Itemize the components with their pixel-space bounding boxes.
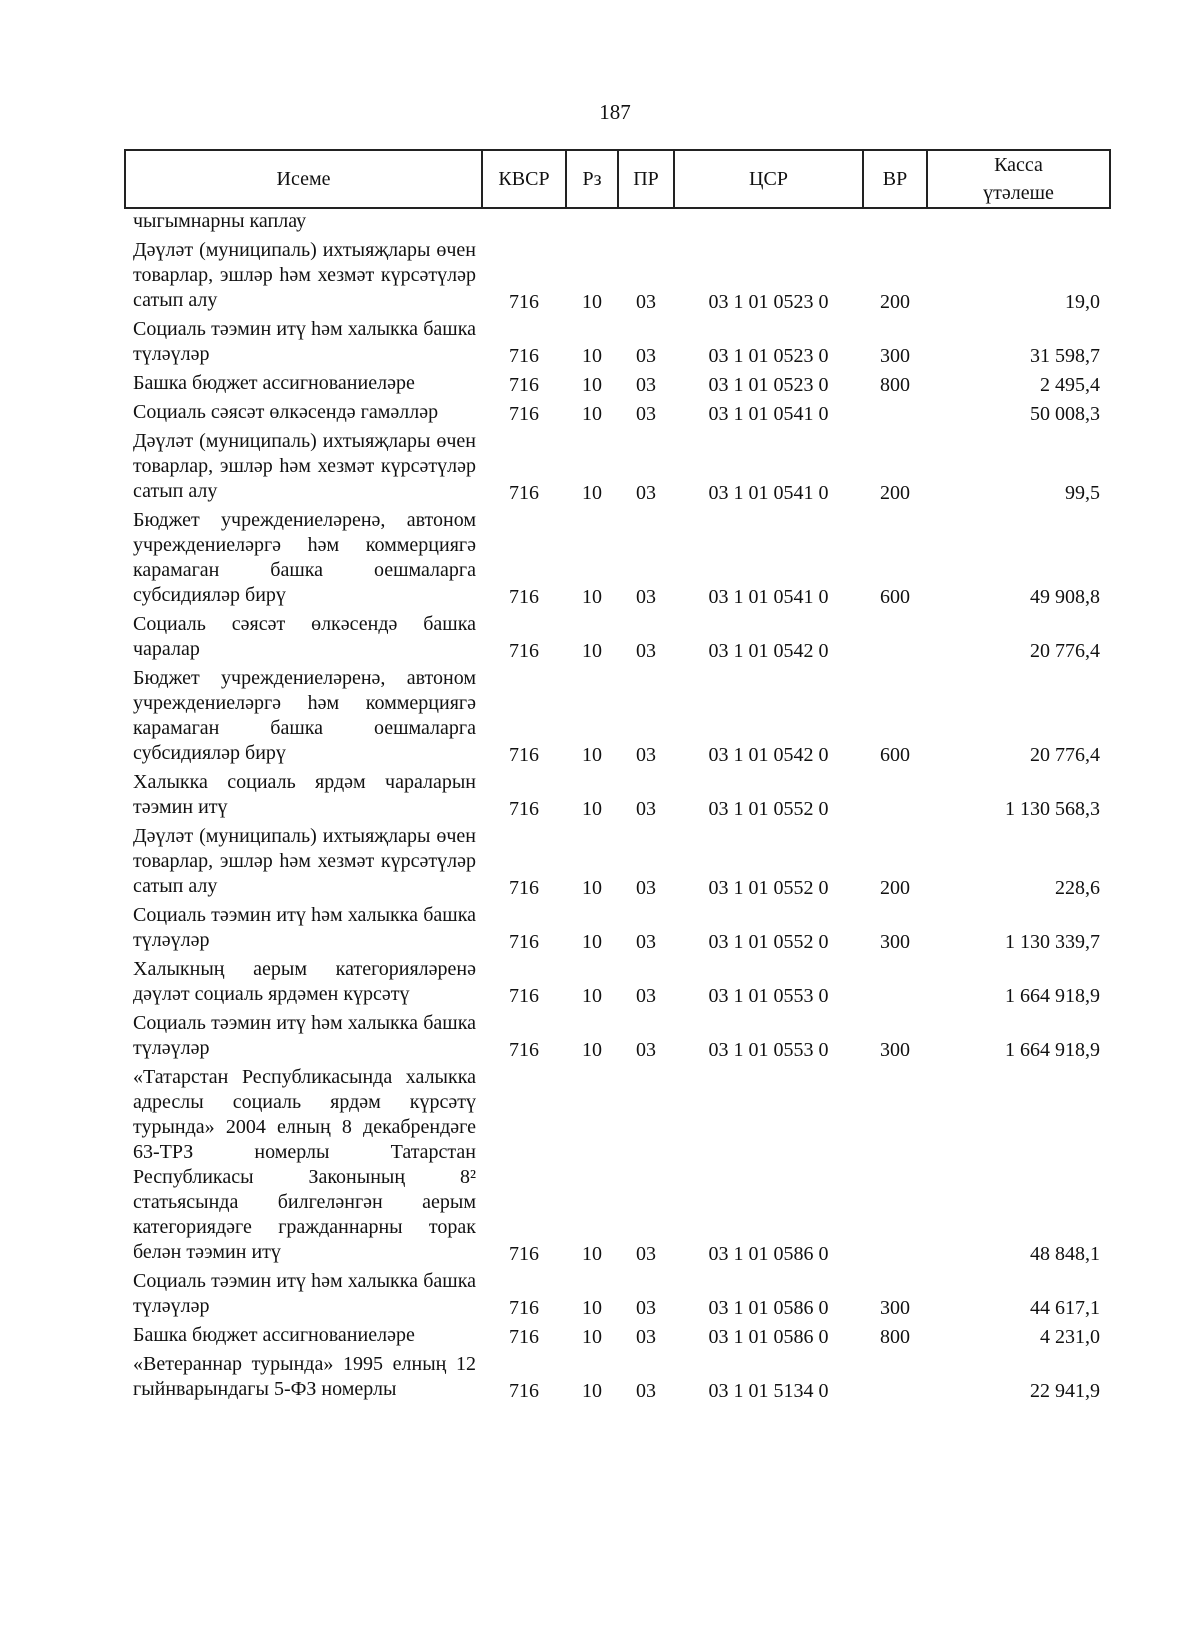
header-csr: ЦСР (674, 150, 863, 208)
cell-pr: 03 (636, 482, 656, 504)
cell-name: Бюджет учреждениеләренә, автоном учреждениеләргә һәм коммерциягә карамаган башка оешмаларга субсидияләр бирү (133, 509, 476, 606)
cell-amount: 22 941,9 (1030, 1380, 1100, 1402)
table-row (125, 1063, 1110, 1267)
cell-rz: 10 (582, 640, 602, 662)
cell-pr: 03 (636, 586, 656, 608)
cell-name: Дәүләт (муниципаль) ихтыяҗлары өчен товарлар, эшләр һәм хезмәт күрсәтүләр сатып алу (133, 430, 476, 502)
table-row (125, 610, 1110, 664)
table-row (125, 1267, 1110, 1321)
cell-pr: 03 (636, 931, 656, 953)
cell-vr: 800 (880, 1326, 910, 1348)
cell-kvsr (482, 208, 566, 236)
cell-vr: 300 (880, 931, 910, 953)
cell-amount: 1 664 918,9 (1005, 985, 1100, 1007)
cell-kvsr: 716 (509, 1039, 539, 1061)
cell-name: Социаль сәясәт өлкәсендә башка чаралар (133, 613, 476, 660)
cell-rz: 10 (582, 798, 602, 820)
cell-rz: 10 (582, 1297, 602, 1319)
cell-amount: 48 848,1 (1030, 1243, 1100, 1265)
cell-kvsr: 716 (509, 403, 539, 425)
cell-vr: 600 (880, 744, 910, 766)
header-kassa (927, 150, 1110, 208)
cell-name: Башка бюджет ассигнованиеләре (133, 372, 415, 394)
cell-name: чыгымнарны каплау (133, 210, 307, 232)
cell-vr (863, 398, 927, 427)
cell-kvsr: 716 (509, 482, 539, 504)
cell-rz: 10 (582, 1380, 602, 1402)
cell-rz: 10 (582, 1243, 602, 1265)
cell-amount: 50 008,3 (1030, 403, 1100, 425)
table-row (125, 768, 1110, 822)
cell-amount (927, 208, 1110, 236)
header-kvsr: КВСР (482, 150, 566, 208)
cell-rz: 10 (582, 403, 602, 425)
header-pr: ПР (618, 150, 674, 208)
table-row (125, 315, 1110, 369)
cell-amount: 2 495,4 (1040, 374, 1100, 396)
cell-csr: 03 1 01 0523 0 (708, 345, 829, 367)
cell-amount: 228,6 (1055, 877, 1100, 899)
cell-csr (674, 208, 863, 236)
cell-rz: 10 (582, 931, 602, 953)
cell-vr (863, 955, 927, 1009)
cell-name: Социаль тәэмин итү һәм халыкка башка түләүләр (133, 904, 476, 951)
cell-amount: 31 598,7 (1030, 345, 1100, 367)
cell-kvsr: 716 (509, 877, 539, 899)
cell-name: Халыкка социаль ярдәм чараларын тәэмин итү (133, 771, 476, 818)
cell-vr: 300 (880, 1039, 910, 1061)
cell-vr: 600 (880, 586, 910, 608)
cell-vr (863, 1063, 927, 1267)
cell-csr: 03 1 01 0586 0 (708, 1243, 829, 1265)
cell-pr: 03 (636, 1326, 656, 1348)
cell-kvsr: 716 (509, 1380, 539, 1402)
cell-vr: 800 (880, 374, 910, 396)
cell-pr: 03 (636, 640, 656, 662)
cell-rz: 10 (582, 744, 602, 766)
cell-csr: 03 1 01 0552 0 (708, 798, 829, 820)
cell-name: «Татарстан Республикасында халыкка адреслы социаль ярдәм күрсәтү турында» 2004 елның 8 декабрендәге 63-ТРЗ номерлы Татарстан Республикасы Законының 8² статьясында билгеләнгән аерым категориядәге гражданнарны торак белән тәэмин итү (133, 1066, 476, 1263)
cell-vr: 200 (880, 482, 910, 504)
cell-csr: 03 1 01 0553 0 (708, 1039, 829, 1061)
cell-csr: 03 1 01 0523 0 (708, 374, 829, 396)
cell-rz: 10 (582, 291, 602, 313)
cell-csr: 03 1 01 0553 0 (708, 985, 829, 1007)
table-row (125, 427, 1110, 506)
table-row (125, 1321, 1110, 1350)
cell-vr (863, 208, 927, 236)
cell-name: Дәүләт (муниципаль) ихтыяҗлары өчен товарлар, эшләр һәм хезмәт күрсәтүләр сатып алу (133, 825, 476, 897)
cell-kvsr: 716 (509, 374, 539, 396)
cell-amount: 44 617,1 (1030, 1297, 1100, 1319)
cell-csr: 03 1 01 0542 0 (708, 744, 829, 766)
cell-pr: 03 (636, 403, 656, 425)
cell-rz: 10 (582, 985, 602, 1007)
cell-csr: 03 1 01 0541 0 (708, 403, 829, 425)
cell-pr: 03 (636, 744, 656, 766)
table-row (125, 955, 1110, 1009)
cell-kvsr: 716 (509, 1297, 539, 1319)
cell-csr: 03 1 01 0523 0 (708, 291, 829, 313)
cell-rz: 10 (582, 586, 602, 608)
cell-csr: 03 1 01 5134 0 (708, 1380, 829, 1402)
cell-kvsr: 716 (509, 345, 539, 367)
cell-name: Башка бюджет ассигнованиеләре (133, 1324, 415, 1346)
cell-amount: 99,5 (1065, 482, 1100, 504)
cell-name: «Ветераннар турында» 1995 елның 12 гыйнварындагы 5-ФЗ номерлы (133, 1353, 476, 1400)
cell-kvsr: 716 (509, 291, 539, 313)
cell-vr (863, 610, 927, 664)
table-row (125, 506, 1110, 610)
table-header-row (125, 150, 1110, 208)
table-row (125, 1350, 1110, 1404)
table-row (125, 822, 1110, 901)
cell-vr: 200 (880, 291, 910, 313)
cell-pr: 03 (636, 1297, 656, 1319)
cell-kvsr: 716 (509, 586, 539, 608)
cell-csr: 03 1 01 0541 0 (708, 482, 829, 504)
cell-rz: 10 (582, 877, 602, 899)
cell-amount: 20 776,4 (1030, 744, 1100, 766)
cell-vr: 300 (880, 1297, 910, 1319)
header-rz: Рз (566, 150, 618, 208)
cell-pr (618, 208, 674, 236)
cell-csr: 03 1 01 0586 0 (708, 1297, 829, 1319)
cell-csr: 03 1 01 0541 0 (708, 586, 829, 608)
cell-rz: 10 (582, 482, 602, 504)
cell-vr (863, 768, 927, 822)
cell-name: Халыкның аерым категорияләренә дәүләт социаль ярдәмен күрсәтү (133, 958, 476, 1005)
cell-kvsr: 716 (509, 931, 539, 953)
cell-vr: 300 (880, 345, 910, 367)
cell-name: Бюджет учреждениеләренә, автоном учреждениеләргә һәм коммерциягә карамаган башка оешмаларга субсидияләр бирү (133, 667, 476, 764)
cell-pr: 03 (636, 877, 656, 899)
cell-csr: 03 1 01 0586 0 (708, 1326, 829, 1348)
cell-amount: 19,0 (1065, 291, 1100, 313)
cell-csr: 03 1 01 0542 0 (708, 640, 829, 662)
cell-name: Социаль тәэмин итү һәм халыкка башка түләүләр (133, 1270, 476, 1317)
cell-rz: 10 (582, 1039, 602, 1061)
cell-rz (566, 208, 618, 236)
cell-pr: 03 (636, 1243, 656, 1265)
cell-pr: 03 (636, 345, 656, 367)
table-row (125, 398, 1110, 427)
cell-vr (863, 1350, 927, 1404)
cell-vr: 200 (880, 877, 910, 899)
cell-pr: 03 (636, 374, 656, 396)
table-row (125, 664, 1110, 768)
table-row (125, 236, 1110, 315)
cell-rz: 10 (582, 374, 602, 396)
table-row (125, 901, 1110, 955)
cell-amount: 49 908,8 (1030, 586, 1100, 608)
cell-amount: 1 130 339,7 (1005, 931, 1100, 953)
cell-pr: 03 (636, 291, 656, 313)
table-row (125, 208, 1110, 236)
cell-pr: 03 (636, 798, 656, 820)
header-kassa-line2: үтәлеше (983, 182, 1054, 204)
cell-name: Социаль сәясәт өлкәсендә гамәлләр (133, 401, 439, 423)
cell-amount: 1 130 568,3 (1005, 798, 1100, 820)
page-number: 187 (599, 100, 631, 124)
cell-amount: 1 664 918,9 (1005, 1039, 1100, 1061)
cell-name: Дәүләт (муниципаль) ихтыяҗлары өчен товарлар, эшләр һәм хезмәт күрсәтүләр сатып алу (133, 239, 476, 311)
cell-pr: 03 (636, 1039, 656, 1061)
table-body (125, 208, 1110, 1404)
cell-kvsr: 716 (509, 1326, 539, 1348)
cell-name: Социаль тәэмин итү һәм халыкка башка түләүләр (133, 1012, 476, 1059)
table-row (125, 369, 1110, 398)
cell-amount: 20 776,4 (1030, 640, 1100, 662)
cell-pr: 03 (636, 1380, 656, 1402)
cell-pr: 03 (636, 985, 656, 1007)
cell-kvsr: 716 (509, 985, 539, 1007)
table-row (125, 1009, 1110, 1063)
header-name: Исеме (125, 150, 482, 208)
cell-rz: 10 (582, 1326, 602, 1348)
cell-name: Социаль тәэмин итү һәм халыкка башка түләүләр (133, 318, 476, 365)
budget-table (124, 149, 1111, 1404)
cell-csr: 03 1 01 0552 0 (708, 931, 829, 953)
header-vr: ВР (863, 150, 927, 208)
cell-kvsr: 716 (509, 1243, 539, 1265)
cell-kvsr: 716 (509, 744, 539, 766)
cell-rz: 10 (582, 345, 602, 367)
cell-csr: 03 1 01 0552 0 (708, 877, 829, 899)
cell-kvsr: 716 (509, 640, 539, 662)
header-kassa-line1: Касса (994, 154, 1043, 176)
cell-kvsr: 716 (509, 798, 539, 820)
cell-amount: 4 231,0 (1040, 1326, 1100, 1348)
